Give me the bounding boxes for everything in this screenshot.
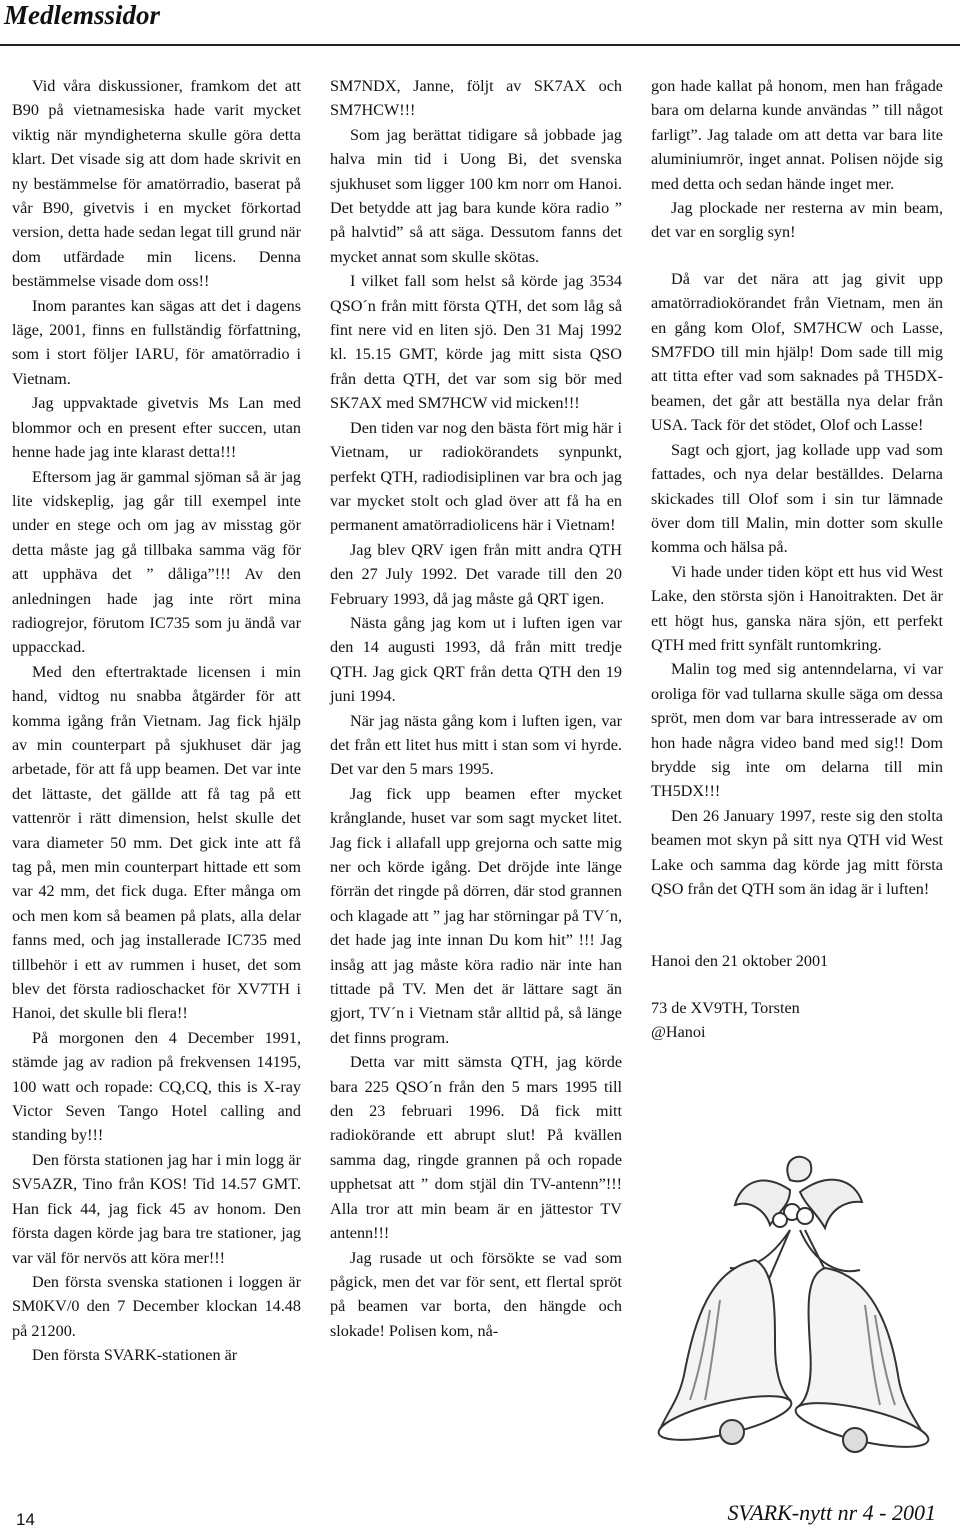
paragraph: gon hade kallat på honom, men han frågade bara om delarna kunde användas ” till något farligt”. Jag talade om att detta var bara lite aluminiumrör, inget annat. Polisen nöjde sig med detta och sedan hände inget mer.	[651, 77, 943, 193]
magazine-issue: SVARK-nytt nr 4 - 2001	[727, 1500, 936, 1525]
paragraph: Den första SVARK-stationen är	[32, 1346, 238, 1365]
paragraph: I vilket fall som helst så körde jag 3534 QSO´n från mitt första QTH, det som låg så fint nere vid en liten sjö. Den 31 Maj 1992 kl. 15.15 GMT, körde jag mitt sista QSO från detta QTH, det var som sig bör med SK7AX med SM7HCW vid micken!!!	[330, 272, 622, 413]
christmas-bells-icon	[640, 1150, 940, 1490]
paragraph: På morgonen den 4 December 1991, stämde jag av radion på frekvensen 14195, 100 watt och ropade: CQ,CQ, this is X-ray Victor Seven Tango Hotel calling and standing by!!!	[12, 1028, 301, 1145]
paragraph: Malin tog med sig antenndelarna, vi var oroliga för vad tullarna skulle säga om dessa spröt, men dom var bara intresserade av om hon hade några video band med sig!! Dom brydde sig inte om delarna till min TH5DX!!!	[651, 660, 943, 801]
signature-handle: @Hanoi	[651, 1023, 706, 1042]
paragraph: Som jag berättat tidigare så jobbade jag halva min tid i Uong Bi, det svenska sjukhuset som ligger 100 km norr om Hanoi. Det betydde att jag bara kunde köra radio ” på halvtid” så att säga. Dessutom fanns det mycket annat som skulle skötas.	[330, 125, 622, 266]
paragraph: Den första stationen jag har i min logg är SV5AZR, Tino från KOS! Tid 14.57 GMT. Han fick 44, jag fick 45 av honom. Den första dagen körde jag bara tre stationer, jag var väl för nervös att köra mer!!!	[12, 1150, 301, 1267]
paragraph: Jag fick upp beamen efter mycket krånglande, huset var som sagt mycket litet. Jag fick i allafall upp grejorna och satte mig ner och körde igång. Det dröjde inte länge förrän det ringde på dörren, där stod grannen och klagade att ” jag har störningar på TV´n, det hade jag inte innan Du kom hit” !!! Jag insåg att jag måste köra radio när inte han tittade på TV. Men det är lättare sagt än gjort, TV´n i Vietnam står alltid på, så länge det finns program.	[330, 784, 622, 1047]
paragraph: Detta var mitt sämsta QTH, jag körde bara 225 QSO´n från den 5 mars 1995 till den 23 februari 1996. Då fick mitt radiokörande ett abrupt slut! På kvällen samma dag, ringde grannen på och ropade upphetsat att ” dom stjäl din TV-antenn”!!! Alla tror att min beam är en jättestor TV antenn!!!	[330, 1053, 622, 1243]
paragraph: SM7NDX, Janne, följt av SK7AX och SM7HCW!!!	[330, 77, 622, 120]
paragraph: Den 26 January 1997, reste sig den stolta beamen mot skyn på sitt nya QTH vid West Lake och samma dag körde jag mitt första QSO från det QTH som än idag är i luften!	[651, 806, 943, 898]
paragraph: När jag nästa gång kom i luften igen, var det från ett litet hus mitt i stan som vi hyrde. Det var den 5 mars 1995.	[330, 711, 622, 779]
article-column-1	[12, 74, 301, 1368]
header-divider	[0, 44, 960, 46]
signature-place-date: Hanoi den 21 oktober 2001	[651, 952, 829, 971]
paragraph: Den tiden var nog den bästa fört mig här i Vietnam, ur radiokörandets synpunkt, perfekt QTH, radiodisiplinen var bra och jag var mycket stolt och glad över att få ha en permanent amatörradiolicens här i Vietnam!	[330, 418, 622, 535]
paragraph: Nästa gång jag kom ut i luften igen var den 14 augusti 1993, då från mitt tredje QTH. Jag gick QRT från detta QTH den 19 juni 1994.	[330, 613, 622, 706]
paragraph: Då var det nära att jag givit upp amatörradiokörandet från Vietnam, men än en gång kom Olof, SM7HCW och Lasse, SM7FDO till min hjälp! Dom sade till mig att titta efter vad som saknades på TH5DX-beamen, det går att beställa nya delar från USA. Tack för det stödet, Olof och Lasse!	[651, 269, 943, 435]
paragraph: Sagt och gjort, jag kollade upp vad som fattades, och nya delar beställdes. Delarna skickades till Olof som i sin tur lämnade över dom till Malin, min dotter som skulle komma och hälsa på.	[651, 440, 943, 557]
paragraph: Jag rusade ut och försökte se vad som pågick, men det var för sent, ett flertal spröt på beamen var borta, den hängde och slokade! Polisen kom, nå-	[330, 1248, 622, 1340]
paragraph: Jag blev QRV igen från mitt andra QTH den 27 July 1992. Det varade till den 20 February 1993, då jag måste gå QRT igen.	[330, 540, 622, 608]
page-section-title: Medlemssidor	[4, 0, 161, 30]
article-column-3	[651, 74, 943, 1045]
paragraph: Vid våra diskussioner, framkom det att B90 på vietnamesiska hade varit mycket viktig när myndigheterna skulle göra detta klart. Det visade sig att dom hade skrivit en ny bestämmelse för amatörradio, baserat på vår B90, givetvis i en mycket förkortad version, detta hade sedan legat till grund när dom utfärdade min licens. Denna bestämmelse visade dom oss!!	[12, 77, 301, 291]
paragraph: Med den eftertraktade licensen i min hand, vidtog nu snabba åtgärder för att komma igång från Vietnam. Jag fick hjälp av min counterpart på sjukhuset där jag arbetade, för att få upp beamen. Det var inte det lättaste, det gällde att få tag på ett vattenrör i rätt dimension, helst skulle det vara diameter 50 mm. Det gick inte att få tag på, men min counterpart hittade ett som var 42 mm, det fick duga. Efter många om och men kom så beamen på plats, alla delar fanns med, och jag installerade IC735 med tillbehör i ett av rummen i huset, det som blev det första radioschacket för XV7TH i Hanoi, det skulle bli flera!!	[12, 662, 301, 1023]
page-number: 14	[16, 1510, 35, 1529]
paragraph: Den första svenska stationen i loggen är SM0KV/0 den 7 December klockan 14.48 på 21200.	[12, 1272, 301, 1340]
paragraph: Eftersom jag är gammal sjöman så är jag lite vidskeplig, jag går till exempel inte under en stege och om jag av misstag gör detta måste jag gå tillbaka samma väg för att upphäva det ” dåliga”!!! Av den anledningen hade jag inte rört mina radiogrejor, förutom IC735 som ju ändå var uppacckad.	[12, 467, 301, 657]
paragraph: Inom parantes kan sägas att det i dagens läge, 2001, finns en fullständig författning, som i stort följer IARU, för amatörradio i Vietnam.	[12, 296, 301, 388]
paragraph: Vi hade under tiden köpt ett hus vid West Lake, den största sjön i Hanoitrakten. Det är ett högt hus, ganska nära sjön, ett perfekt QTH med fritt synfält runtomkring.	[651, 562, 943, 654]
signature-name: 73 de XV9TH, Torsten	[651, 998, 800, 1017]
paragraph: Jag uppvaktade givetvis Ms Lan med blommor och en present efter succen, utan henne hade jag inte klarast detta!!!	[12, 394, 301, 462]
article-column-2	[330, 74, 622, 1343]
paragraph: Jag plockade ner resterna av min beam, det var en sorglig syn!	[651, 199, 943, 242]
